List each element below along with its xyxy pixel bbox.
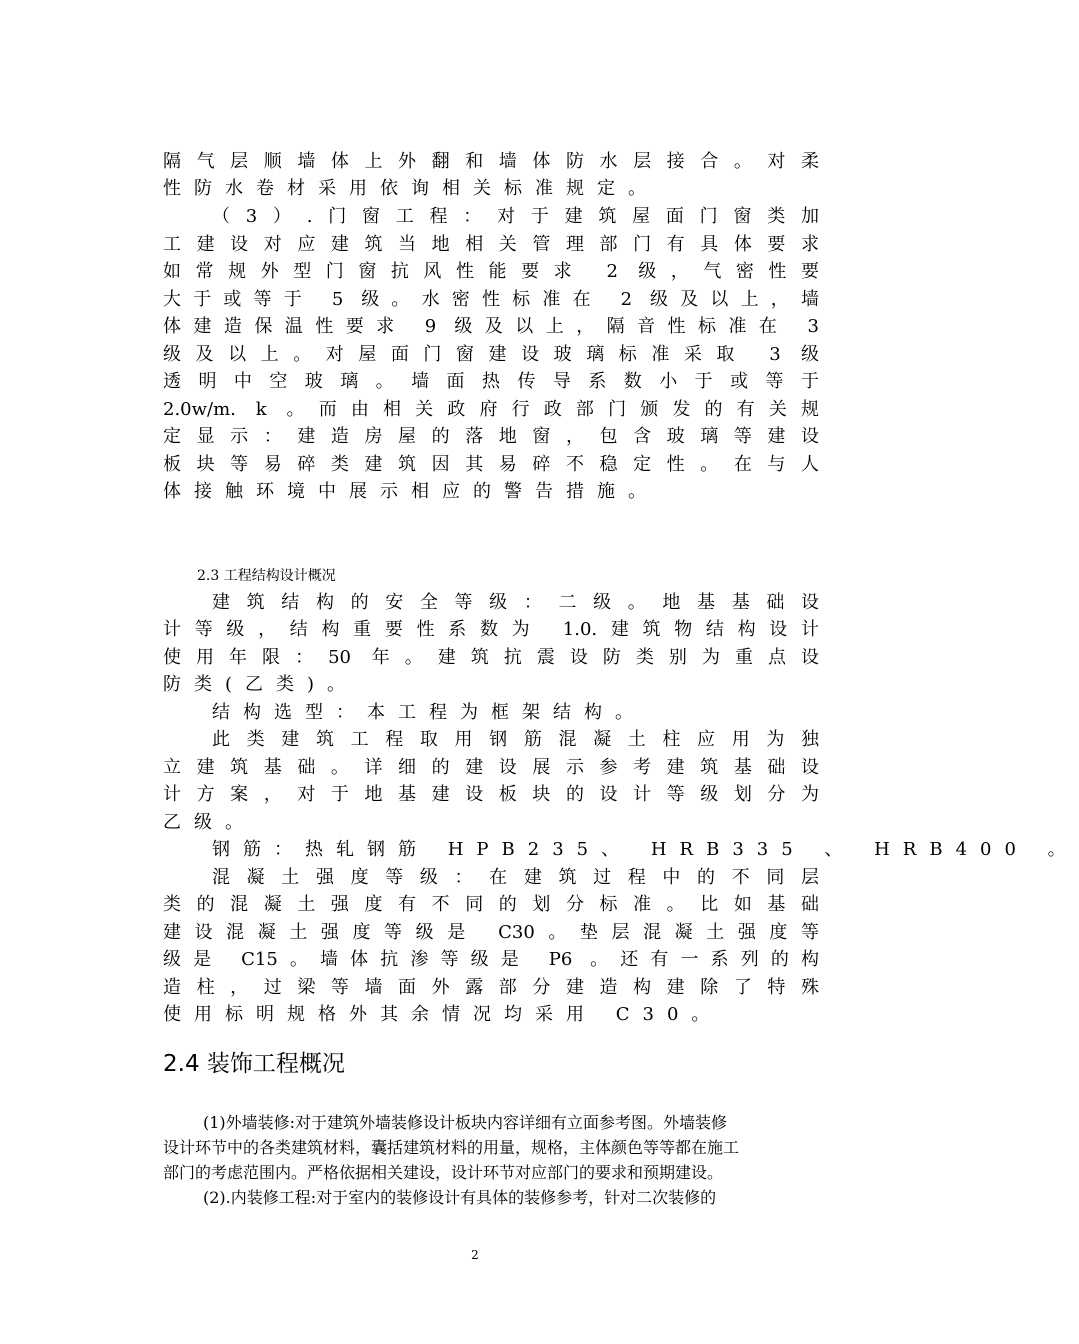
text-line: 如常规外型门窗抗风性能要求 2 级，气密性要: [163, 261, 819, 282]
text-line: 使用年限：50 年。建筑抗震设防类别为重点设: [163, 647, 819, 668]
text-line: (2).内装修工程:对于室内的装修设计有具体的装修参考，针对二次装修的: [203, 1188, 717, 1207]
text-line: 建设混凝土强度等级是 C30。垫层混凝土强度等: [163, 922, 819, 943]
text-line: 2.0w/m. k 。而由相关政府行政部门颁发的有关规: [163, 399, 819, 420]
text-line: （3）.门窗工程：对于建筑屋面门窗类加: [212, 206, 819, 227]
text-line: 建筑结构的安全等级：二级。地基基础设: [212, 592, 819, 613]
text-line: 体接触环境中展示相应的警告措施。: [163, 481, 659, 502]
text-line: 计方案，对于地基建设板块的设计等级划分为: [163, 784, 819, 805]
text-line: 板块等易碎类建筑因其易碎不稳定性。在与人: [163, 454, 819, 475]
text-line: (1)外墙装修:对于建筑外墙装修设计板块内容详细有立面参考图。外墙装修: [203, 1113, 728, 1132]
text-line: 部门的考虑范围内。严格依据相关建设，设计环节对应部门的要求和预期建设。: [163, 1163, 724, 1182]
text-line: 透明中空玻璃。墙面热传导系数小于或等于: [163, 371, 819, 392]
text-line: 立建筑基础。详细的建设展示参考建筑基础设: [163, 757, 819, 778]
text-line: 防类(乙类)。: [163, 674, 359, 695]
text-line: 计等级，结构重要性系数为 1.0.建筑物结构设计: [163, 619, 819, 640]
text-line: 混凝土强度等级：在建筑过程中的不同层: [212, 867, 819, 888]
text-line: 设计环节中的各类建筑材料，囊括建筑材料的用量，规格，主体颜色等等都在施工: [163, 1138, 740, 1157]
text-line: 级是 C15。墙体抗渗等级是 P6 。还有一系列的构: [163, 949, 819, 970]
text-line: 性防水卷材采用依询相关标准规定。: [163, 178, 659, 199]
text-line: 定显示：建造房屋的落地窗，包含玻璃等建设: [163, 426, 819, 447]
text-line: 使用标明规格外其余情况均采用 C30。: [163, 1004, 723, 1025]
section-heading: 2.3 工程结构设计概况: [197, 568, 336, 584]
text-line: 大于或等于 5 级。水密性标准在 2 级及以上，墙: [163, 289, 819, 310]
text-line: 级及以上。对屋面门窗建设玻璃标准采取 3 级: [163, 344, 819, 365]
text-line: 类的混凝土强度有不同的划分标准。比如基础: [163, 894, 819, 915]
text-line: 乙级。: [163, 812, 256, 833]
section-heading: 2.4 装饰工程概况: [163, 1051, 345, 1077]
text-line: 造柱，过梁等墙面外露部分建造构建除了特殊: [163, 977, 819, 998]
text-line: 钢筋：热轧钢筋 HPB235、 HRB335 、 HRB400 。: [212, 839, 1079, 860]
text-line: 体建造保温性要求 9 级及以上，隔音性标准在 3: [163, 316, 819, 337]
text-line: 工建设对应建筑当地相关管理部门有具体要求: [163, 234, 819, 255]
text-line: 此类建筑工程取用钢筋混凝土柱应用为独: [212, 729, 819, 750]
text-line: 结构选型：本工程为框架结构。: [212, 702, 646, 723]
page-number: 2: [471, 1248, 479, 1262]
text-line: 隔气层顺墙体上外翻和墙体防水层接合。对柔: [163, 151, 819, 172]
